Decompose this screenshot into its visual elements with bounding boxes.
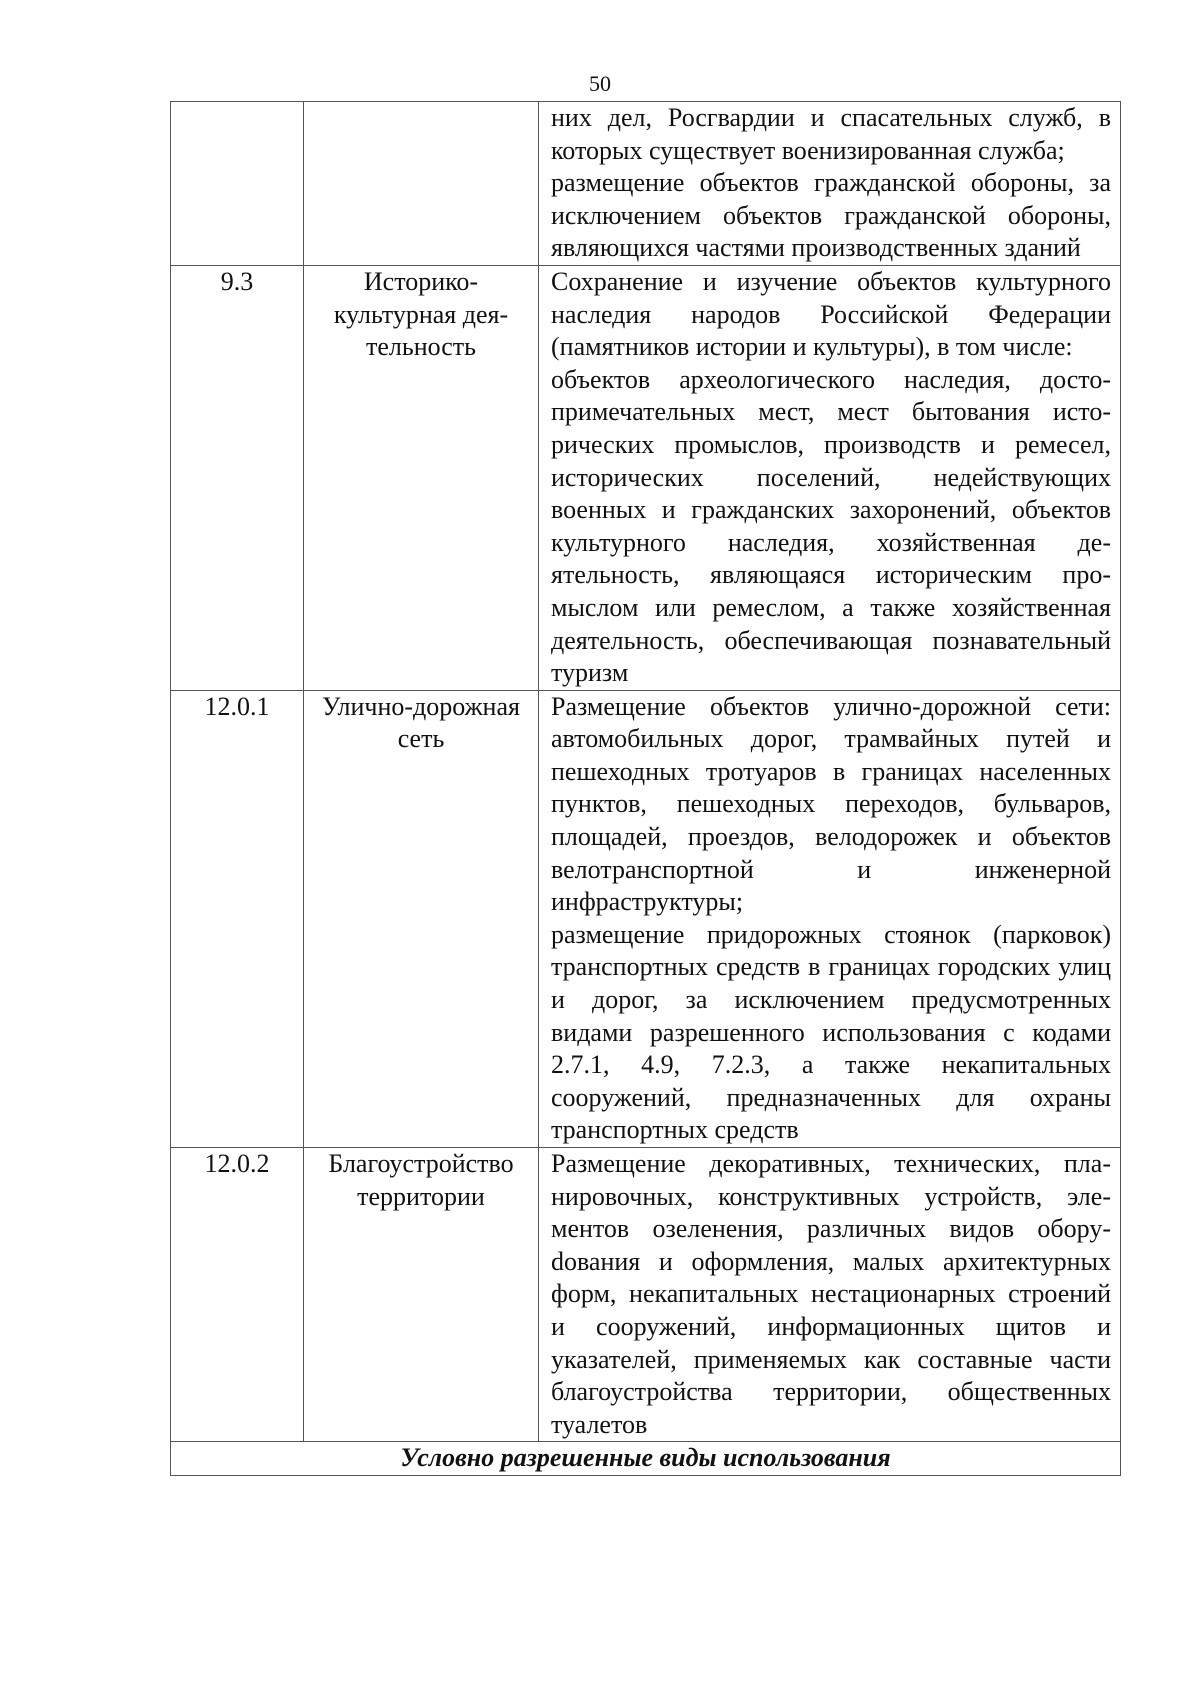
description-paragraph: Размещение объектов улично-дорожной сети: автомобильных дорог, трамвайных путей и пешеходных тротуаров в границах населенных пунктов, пешеходных переходов, бульваров, площадей, проездов, велодорожек и объектов велотранспортной и инженерной инфраструктуры; [551,691,1111,917]
description-paragraph: размещение объектов гражданской обороны, за исключением объектов гражданской обороны, являющихся частями производственных зданий [551,168,1111,263]
section-row [171,1442,1121,1476]
description-paragraph: размещение придорожных стоянок (парковок) транспортных средств в границах городских улиц и дорог, за исключением предусмотренных видами разрешенного использования с кодами 2.7.1, 4.9, 7.2.3, а также некапитальных сооружений, предназначенных для охраны транспортных средств [551,919,1111,1145]
row-code [171,102,304,266]
row-code: 12.0.1 [171,690,304,1147]
section-title: Условно разрешенные виды использования [171,1442,1121,1476]
description-paragraph: Сохранение и изучение объектов культурного наследия народов Российской Федерации (памятников истории и культуры), в том числе: [551,266,1111,362]
row-description [539,690,1121,1147]
land-use-table [170,101,1121,1476]
page-number: 50 [589,71,611,96]
description-paragraph: объектов археологического наследия, достопримечательных мест, мест бытования исторических промыслов, производств и ремесел, исторических поселений, недействующих военных и гражданских захоронений, объектов культурного наследия, хозяйственная деятельность, являющаяся историческим промыслом или ремеслом, а также хозяйственная деятельность, обеспечивающая познавательный туризм [551,364,1111,688]
row-code: 9.3 [171,265,304,690]
table-row [171,265,1121,690]
row-description [539,102,1121,266]
row-name: Историко-культурная деятельность [304,265,539,690]
row-code: 12.0.2 [171,1148,304,1442]
row-name: Улично-дорожная сеть [304,690,539,1147]
description-paragraph: Размещение декоративных, технических, планировочных, конструктивных устройств, элементов озеленения, различных видов оборуdования и оформления, малых архитектурных форм, некапитальных нестационарных строений и сооружений, информационных щитов и указателей, применяемых как составные части благоустройства территории, общественных туалетов [551,1149,1111,1439]
table-row [171,690,1121,1147]
table-row [171,102,1121,266]
table-row [171,1148,1121,1442]
row-description [539,265,1121,690]
row-name: Благоустройство территории [304,1148,539,1442]
row-description [539,1148,1121,1442]
description-paragraph: них дел, Росгвардии и спасательных служб, в которых существует военизированная служба; [551,103,1111,165]
row-name [304,102,539,266]
